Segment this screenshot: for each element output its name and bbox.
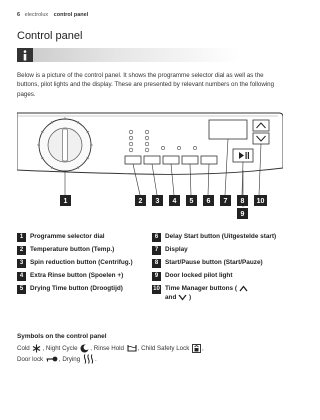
legend-item xyxy=(17,259,137,268)
legend-number: 1 xyxy=(17,233,26,242)
section-name: control panel xyxy=(53,12,89,18)
legend-item xyxy=(152,285,287,301)
rinse-hold-icon xyxy=(127,344,137,352)
callout-9: 9 xyxy=(240,211,245,218)
legend-right xyxy=(152,233,287,306)
callout-8: 8 xyxy=(240,198,245,205)
callout-2: 2 xyxy=(138,198,143,205)
page-number: 6 xyxy=(17,12,21,18)
symbol-rinse-hold-label: , Rinse Hold xyxy=(90,345,124,352)
legend-number: 6 xyxy=(152,233,161,242)
symbols-text xyxy=(17,343,287,365)
legend-number: 7 xyxy=(152,246,161,255)
legend-item xyxy=(152,272,287,281)
legend-item xyxy=(152,233,287,242)
legend-number: 2 xyxy=(17,246,26,255)
callout-6: 6 xyxy=(206,198,211,205)
control-panel-illustration xyxy=(17,108,283,228)
legend-label: Spin reduction button (Centrifug.) xyxy=(30,259,133,267)
chevron-up-icon xyxy=(239,285,248,292)
symbol-night-cycle-label: , Night Cycle xyxy=(42,345,78,352)
legend-item xyxy=(152,259,287,268)
key-icon xyxy=(46,355,58,363)
legend-label: Temperature button (Temp.) xyxy=(30,246,115,254)
extra-rinse-button[interactable] xyxy=(163,156,179,164)
legend-label: Delay Start button (Uitgestelde start) xyxy=(165,233,277,240)
time-manager-label-mid: and xyxy=(165,293,177,301)
snowflake-icon xyxy=(32,344,41,353)
intro-text: Below is a picture of the control panel. It shows the programme selector dial as well as the buttons, pilot lights and the display. These are presented by relevant numbers on the following pages. xyxy=(17,72,275,98)
legend-item xyxy=(17,246,137,255)
legend-item xyxy=(152,246,287,255)
brand-name: electrolux xyxy=(24,12,49,18)
callout-5: 5 xyxy=(189,198,194,205)
symbol-child-safety-lock-label: , Child Safety Lock xyxy=(137,345,190,352)
callout-3: 3 xyxy=(155,198,160,205)
moon-icon xyxy=(80,344,89,353)
legend-number: 3 xyxy=(17,259,26,268)
legend-label: Extra Rinse button (Spoelen +) xyxy=(30,272,124,280)
info-bar xyxy=(17,48,240,62)
legend-number: 10 xyxy=(153,286,160,293)
start-pause-button[interactable] xyxy=(233,149,253,162)
symbol-end: . xyxy=(94,356,97,363)
symbol-drying-label: , Drying xyxy=(58,356,81,363)
callout-7: 7 xyxy=(223,198,228,205)
symbol-comma: , xyxy=(202,345,204,352)
page-title: Control panel xyxy=(17,30,83,42)
legend-left xyxy=(17,233,137,298)
info-icon xyxy=(17,48,33,62)
legend-number: 8 xyxy=(152,259,161,268)
callout-4: 4 xyxy=(172,198,177,205)
callout-1: 1 xyxy=(63,198,68,205)
child-lock-icon xyxy=(192,344,201,353)
symbols-title: Symbols on the control panel xyxy=(17,333,107,340)
legend-item xyxy=(17,285,137,294)
spin-reduction-button[interactable] xyxy=(144,156,160,164)
legend-number: 5 xyxy=(17,285,26,294)
temperature-button[interactable] xyxy=(125,156,141,164)
legend-label xyxy=(165,285,287,301)
delay-start-button[interactable] xyxy=(201,156,217,164)
legend-number: 9 xyxy=(152,272,161,281)
legend-label: Display xyxy=(165,246,188,254)
time-manager-label-after: ) xyxy=(188,293,192,301)
legend-label: Programme selector dial xyxy=(30,233,105,240)
symbol-door-lock-label: Door lock xyxy=(17,356,44,363)
drying-time-button[interactable] xyxy=(182,156,198,164)
legend-label: Start/Pause button (Start/Pauze) xyxy=(165,259,263,267)
time-manager-label-before: Time Manager buttons ( xyxy=(165,285,237,293)
callout-10: 10 xyxy=(256,198,265,205)
legend-label: Door locked pilot light xyxy=(165,272,233,280)
legend-item xyxy=(17,272,137,281)
page-header xyxy=(17,12,88,18)
chevron-down-icon xyxy=(178,294,187,301)
symbol-cold-label: Cold xyxy=(17,345,30,352)
drying-icon xyxy=(83,354,94,364)
legend-label: Drying Time button (Droogtijd) xyxy=(30,285,123,293)
legend-item xyxy=(17,233,137,242)
legend-number: 4 xyxy=(17,272,26,281)
display xyxy=(209,120,247,139)
